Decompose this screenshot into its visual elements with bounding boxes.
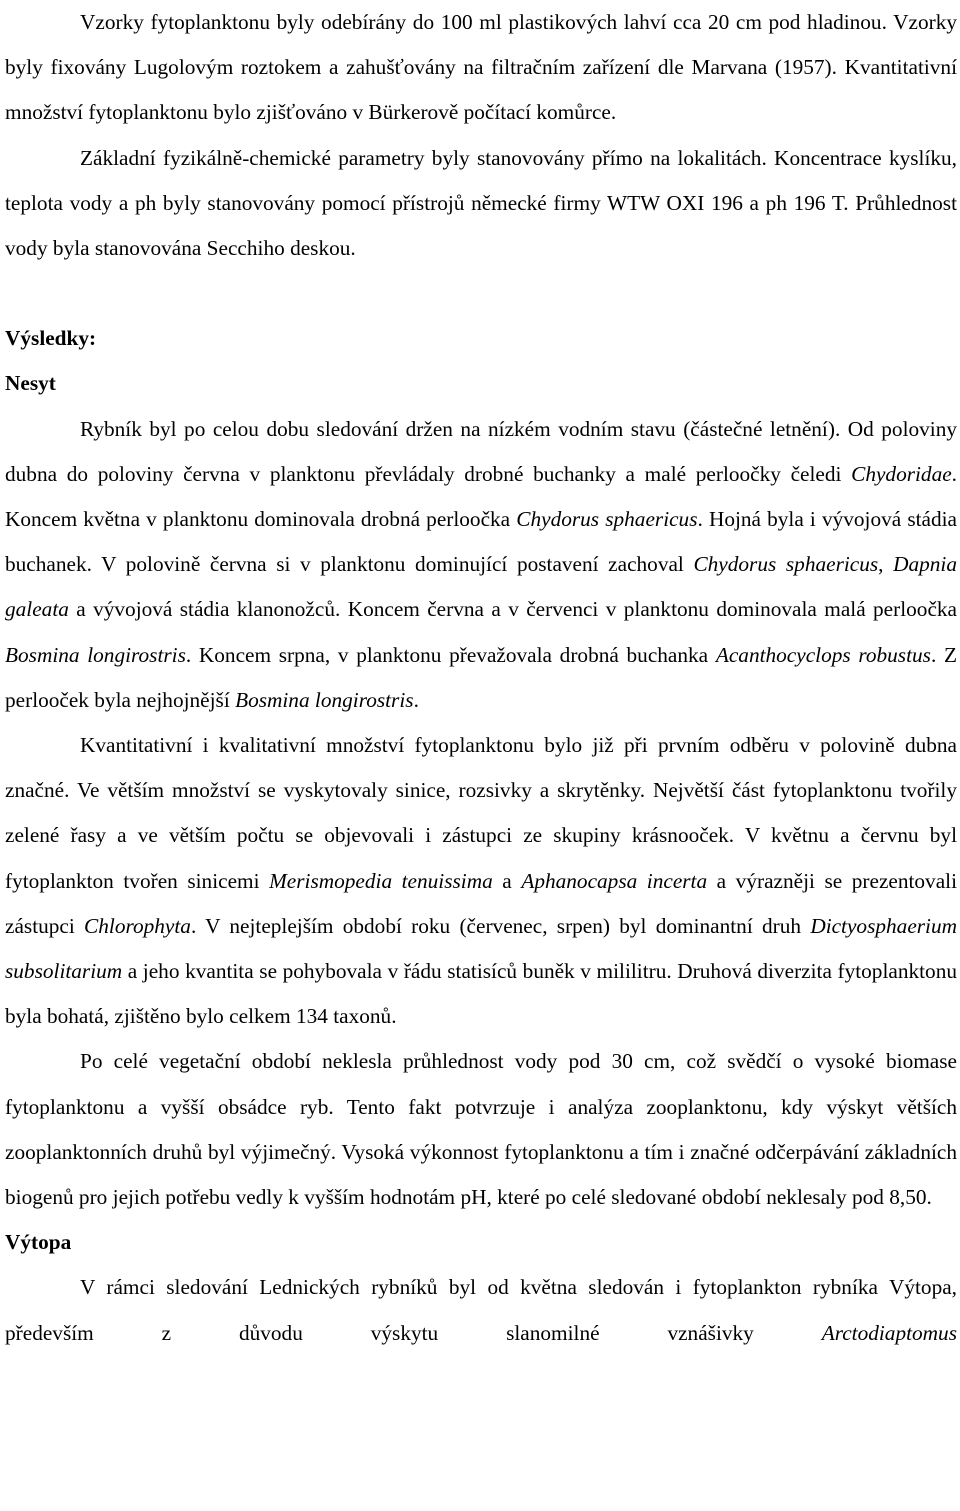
text-run: , (878, 552, 894, 577)
taxon-name: Bosmina longirostris (5, 642, 186, 667)
text-run: a vývojová stádia klanonožců. Koncem června a v červenci v planktonu dominovala malá perloočka (68, 597, 957, 622)
taxon-name: Dictyosphaerium subsolitarium (5, 913, 957, 984)
text-run: . Z perlooček byla nejhojnější (5, 642, 957, 712)
taxon-name: Chydorus sphaericus (516, 507, 698, 532)
heading-nesyt: Nesyt (5, 371, 56, 396)
paragraph-nesyt-transparency: Po celé vegetační období neklesla průhlednost vody pod 30 cm, což svědčí o vysoké biomase fytoplanktonu a vyšší obsádce ryb. Tento fakt potvrzuje i analýza zooplanktonu, kdy výskyt větších zooplanktonních druhů byl výjimečný. Vysoká výkonnost fytoplanktonu a tím i značné odčerpávání základních biogenů pro jejich potřebu vedly k vyšším hodnotám pH, které po celé sledované období neklesaly pod 8,50. (5, 1049, 957, 1210)
text-run: . Koncem května v planktonu dominovala drobná perloočka (5, 461, 957, 532)
taxon-name: Acanthocyclops robustus (715, 642, 931, 667)
taxon-name: Chydoridae (851, 461, 952, 486)
text-run: . Hojná byla i vývojová stádia buchanek. V polovině června si v planktonu dominující postavení zachoval (5, 507, 958, 577)
taxon-name: Chydorus sphaericus (693, 552, 879, 577)
heading-vytopa: Výtopa (5, 1230, 72, 1255)
text-run: a jeho kvantita se pohybovala v řádu statisíců buněk v mililitru. Druhová diverzita fytoplanktonu byla bohatá, zjištěno bylo celkem 134 taxonů. (5, 959, 957, 1029)
taxon-name: Aphanocapsa incerta (521, 868, 708, 893)
text-run: . (413, 687, 419, 712)
text-run: Rybník byl po celou dobu sledování držen na nízkém vodním stavu (částečné letnění). Od poloviny dubna do poloviny června v planktonu převládaly drobné buchanky a malé perloočky čeledi (5, 416, 957, 486)
text-run: . V nejteplejším období roku (červenec, srpen) byl dominantní druh (190, 913, 811, 938)
paragraph-sampling-methods: Vzorky fytoplanktonu byly odebírány do 100 ml plastikových lahví cca 20 cm pod hladinou. Vzorky byly fixovány Lugolovým roztokem a zahušťovány na filtračním zařízení dle Marvana (1957). Kvantitativní množství fytoplanktonu bylo zjišťováno v Bürkerově počítací komůrce. (5, 10, 957, 125)
text-run: . Koncem srpna, v planktonu převažovala drobná buchanka (185, 642, 716, 667)
taxon-name: Bosmina longirostris (235, 687, 414, 712)
text-run: Kvantitativní i kvalitativní množství fytoplanktonu bylo již při prvním odběru v polovině dubna značné. Ve větším množství se vyskytovaly sinice, rozsivky a skrytěnky. Největší část fytoplanktonu tvořily zelené řasy a ve větším počtu se objevovali i zástupci ze skupiny krásnooček. V květnu a červnu byl fytoplankton tvořen sinicemi (5, 733, 957, 893)
paragraph-nesyt-zooplankton (5, 407, 957, 723)
paragraph-physicochemical-methods: Základní fyzikálně-chemické parametry byly stanovovány přímo na lokalitách. Koncentrace kyslíku, teplota vody a ph byly stanovovány pomocí přístrojů německé firmy WTW OXI 196 a ph 196 T. Průhlednost vody byla stanovována Secchiho deskou. (5, 145, 957, 261)
taxon-name: Merismopedia tenuissima (269, 868, 493, 893)
text-run: a výrazněji se prezentovali zástupci (5, 868, 957, 938)
text-run: a (492, 868, 522, 893)
heading-results: Výsledky: (5, 326, 97, 351)
document-body (5, 0, 957, 1356)
spacer (5, 271, 957, 316)
paragraph-nesyt-phytoplankton (5, 723, 957, 1039)
text-run: V rámci sledování Lednických rybníků byl od května sledován i fytoplankton rybníka Výtopa, především z důvodu výskytu slanomilné vznášivky (5, 1275, 957, 1345)
taxon-name: Chlorophyta (84, 913, 191, 938)
paragraph-vytopa (5, 1265, 957, 1355)
taxon-name: Arctodiaptomus (821, 1320, 957, 1345)
taxon-name: Dapnia galeata (5, 552, 958, 622)
